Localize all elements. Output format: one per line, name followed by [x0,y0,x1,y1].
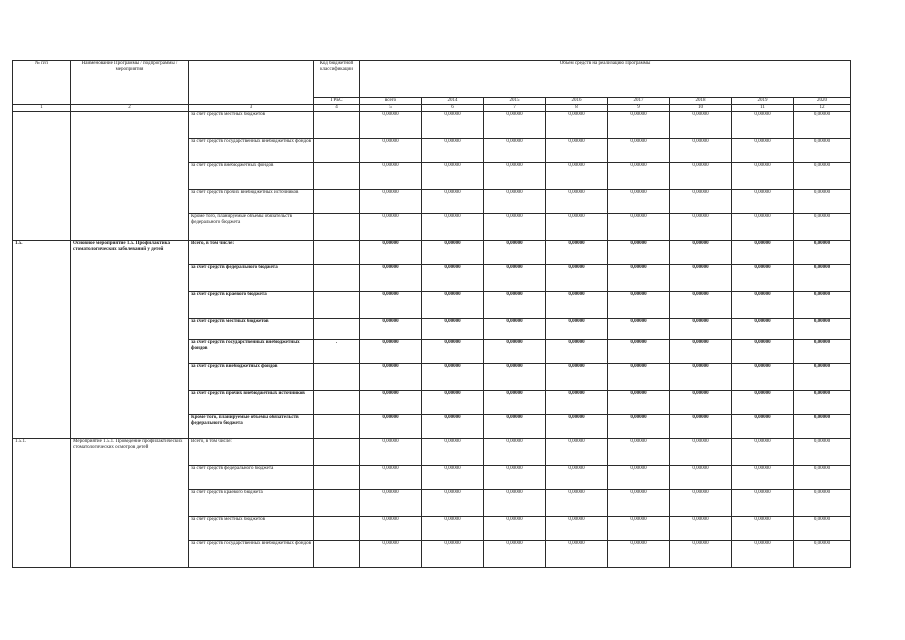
column-number: 3 [189,105,314,112]
column-number: 7 [484,105,546,112]
grbs-cell [314,112,360,139]
funding-source-label: за счет средств внебюджетных фондов [189,163,314,190]
year-value: 0,00000 [546,541,608,568]
year-value: 0,00000 [732,163,794,190]
header-num: № п/п [13,61,71,105]
funding-source-label: Всего, в том числе: [189,439,314,466]
column-number: 6 [422,105,484,112]
year-value: 0,00000 [732,391,794,415]
year-value: 0,00000 [484,466,546,490]
total-value: 0,00000 [360,391,422,415]
funding-source-label: Кроме того, планируемые объемы обязательств федерального бюджета [189,415,314,439]
grbs-cell [314,139,360,163]
header-year: 2017 [608,98,670,105]
year-value: 0,00000 [546,415,608,439]
year-value: 0,00000 [484,391,546,415]
column-number-row [13,105,851,112]
year-value: 0,00000 [608,112,670,139]
header-total: всего [360,98,422,105]
column-number: 9 [608,105,670,112]
funding-source-label: за счет средств внебюджетных фондов [189,364,314,391]
column-number: 12 [794,105,851,112]
year-value: 0,00000 [732,439,794,466]
year-value: 0,00000 [546,466,608,490]
grbs-cell [314,466,360,490]
year-value: 0,00000 [794,340,851,364]
year-value: 0,00000 [608,415,670,439]
year-value: 0,00000 [422,415,484,439]
total-value: 0,00000 [360,214,422,241]
header-code: Код бюджетной классификации [314,61,360,98]
year-value: 0,00000 [422,214,484,241]
year-value: 0,00000 [794,190,851,214]
grbs-cell [314,214,360,241]
year-value: 0,00000 [670,112,732,139]
year-value: 0,00000 [732,214,794,241]
total-value: 0,00000 [360,265,422,292]
funding-source-label: за счет средств краевого бюджета [189,490,314,517]
grbs-cell [314,265,360,292]
row-index [13,112,71,241]
grbs-cell [314,292,360,319]
year-value: 0,00000 [422,364,484,391]
year-value: 0,00000 [732,265,794,292]
year-value: 0,00000 [670,541,732,568]
year-value: 0,00000 [732,139,794,163]
funding-source-label: за счет средств местных бюджетов [189,319,314,340]
header-year: 2018 [670,98,732,105]
year-value: 0,00000 [732,364,794,391]
header-year: 2016 [546,98,608,105]
year-value: 0,00000 [794,517,851,541]
column-number: 5 [360,105,422,112]
year-value: 0,00000 [608,319,670,340]
total-value: 0,00000 [360,292,422,319]
year-value: 0,00000 [794,466,851,490]
grbs-cell [314,364,360,391]
year-value: 0,00000 [484,241,546,265]
grbs-cell [314,391,360,415]
total-value: 0,00000 [360,241,422,265]
year-value: 0,00000 [670,364,732,391]
total-value: 0,00000 [360,517,422,541]
year-value: 0,00000 [794,490,851,517]
year-value: 0,00000 [670,439,732,466]
funding-source-label: за счет средств государственных внебюджетных фондов [189,139,314,163]
year-value: 0,00000 [484,439,546,466]
funding-source-label: за счет средств государственных внебюджетных фондов [189,340,314,364]
row-name: Основное мероприятие 1.5. Профилактика стоматологических заболеваний у детей [71,241,189,439]
funding-source-label: за счет средств местных бюджетов [189,112,314,139]
year-value: 0,00000 [794,214,851,241]
year-value: 0,00000 [732,415,794,439]
year-value: 0,00000 [608,439,670,466]
year-value: 0,00000 [794,415,851,439]
header-year: 2014 [422,98,484,105]
year-value: 0,00000 [732,190,794,214]
total-value: 0,00000 [360,490,422,517]
year-value: 0,00000 [608,265,670,292]
total-value: 0,00000 [360,415,422,439]
year-value: 0,00000 [546,265,608,292]
total-value: 0,00000 [360,340,422,364]
year-value: 0,00000 [546,340,608,364]
year-value: 0,00000 [422,190,484,214]
year-value: 0,00000 [484,265,546,292]
year-value: 0,00000 [484,214,546,241]
total-value: 0,00000 [360,319,422,340]
year-value: 0,00000 [608,139,670,163]
row-index: 1.5. [13,241,71,439]
year-value: 0,00000 [670,190,732,214]
year-value: 0,00000 [484,163,546,190]
grbs-cell: . [314,340,360,364]
year-value: 0,00000 [670,490,732,517]
grbs-cell [314,163,360,190]
year-value: 0,00000 [422,466,484,490]
year-value: 0,00000 [794,139,851,163]
header-grbs: ГРБС [314,98,360,105]
year-value: 0,00000 [546,319,608,340]
year-value: 0,00000 [484,190,546,214]
year-value: 0,00000 [546,112,608,139]
year-value: 0,00000 [484,415,546,439]
year-value: 0,00000 [608,214,670,241]
row-name: Мероприятие 1.5.1. Проведение профилактических стоматологических осмотров детей [71,439,189,568]
year-value: 0,00000 [608,364,670,391]
total-value: 0,00000 [360,112,422,139]
year-value: 0,00000 [670,214,732,241]
year-value: 0,00000 [484,541,546,568]
year-value: 0,00000 [546,364,608,391]
year-value: 0,00000 [484,292,546,319]
grbs-cell [314,241,360,265]
year-value: 0,00000 [732,541,794,568]
year-value: 0,00000 [794,541,851,568]
year-value: 0,00000 [732,112,794,139]
year-value: 0,00000 [608,466,670,490]
funding-source-label: за счет средств федерального бюджета [189,466,314,490]
budget-table [12,60,851,568]
funding-source-label: за счет средств государственных внебюджетных фондов [189,541,314,568]
year-value: 0,00000 [422,163,484,190]
total-value: 0,00000 [360,139,422,163]
year-value: 0,00000 [732,466,794,490]
funding-source-label: Всего, в том числе: [189,241,314,265]
funding-source-label: за счет средств краевого бюджета [189,292,314,319]
total-value: 0,00000 [360,163,422,190]
column-number: 4 [314,105,360,112]
year-value: 0,00000 [422,517,484,541]
year-value: 0,00000 [794,265,851,292]
year-value: 0,00000 [732,340,794,364]
table-row [13,439,851,466]
year-value: 0,00000 [794,292,851,319]
year-value: 0,00000 [422,340,484,364]
grbs-cell [314,439,360,466]
year-value: 0,00000 [608,292,670,319]
year-value: 0,00000 [546,190,608,214]
year-value: 0,00000 [608,391,670,415]
year-value: 0,00000 [794,439,851,466]
year-value: 0,00000 [794,241,851,265]
year-value: 0,00000 [484,112,546,139]
year-value: 0,00000 [670,139,732,163]
year-value: 0,00000 [422,139,484,163]
year-value: 0,00000 [794,319,851,340]
year-value: 0,00000 [608,340,670,364]
year-value: 0,00000 [546,241,608,265]
funding-source-label: за счет средств прочих внебюджетных источников [189,190,314,214]
year-value: 0,00000 [422,292,484,319]
year-value: 0,00000 [608,541,670,568]
year-value: 0,00000 [546,439,608,466]
column-number: 8 [546,105,608,112]
grbs-cell [314,490,360,517]
row-name [71,112,189,241]
year-value: 0,00000 [670,319,732,340]
total-value: 0,00000 [360,466,422,490]
funding-source-label: за счет средств местных бюджетов [189,517,314,541]
year-value: 0,00000 [732,292,794,319]
header-name: Наименование Программы / подпрограммы / мероприятия [71,61,189,105]
header-year: 2015 [484,98,546,105]
total-value: 0,00000 [360,364,422,391]
column-number: 2 [71,105,189,112]
column-number: 10 [670,105,732,112]
table-row [13,241,851,265]
year-value: 0,00000 [546,214,608,241]
grbs-cell [314,415,360,439]
year-value: 0,00000 [670,517,732,541]
grbs-cell [314,541,360,568]
year-value: 0,00000 [484,340,546,364]
header-empty [189,61,314,105]
year-value: 0,00000 [546,139,608,163]
column-number: 1 [13,105,71,112]
year-value: 0,00000 [422,265,484,292]
year-value: 0,00000 [608,490,670,517]
year-value: 0,00000 [670,292,732,319]
year-value: 0,00000 [422,490,484,517]
year-value: 0,00000 [794,163,851,190]
header-volume: Объем средств на реализацию Программы [360,61,851,98]
year-value: 0,00000 [484,517,546,541]
year-value: 0,00000 [670,415,732,439]
year-value: 0,00000 [546,163,608,190]
year-value: 0,00000 [422,112,484,139]
year-value: 0,00000 [794,112,851,139]
year-value: 0,00000 [794,364,851,391]
year-value: 0,00000 [484,139,546,163]
year-value: 0,00000 [422,541,484,568]
year-value: 0,00000 [670,340,732,364]
grbs-cell [314,319,360,340]
column-number: 11 [732,105,794,112]
year-value: 0,00000 [794,391,851,415]
year-value: 0,00000 [670,265,732,292]
year-value: 0,00000 [422,319,484,340]
year-value: 0,00000 [546,292,608,319]
year-value: 0,00000 [608,190,670,214]
table-row [13,112,851,139]
year-value: 0,00000 [608,241,670,265]
year-value: 0,00000 [732,490,794,517]
total-value: 0,00000 [360,439,422,466]
total-value: 0,00000 [360,190,422,214]
total-value: 0,00000 [360,541,422,568]
year-value: 0,00000 [608,517,670,541]
year-value: 0,00000 [422,439,484,466]
header-year: 2020 [794,98,851,105]
year-value: 0,00000 [484,490,546,517]
row-index: 1.5.1. [13,439,71,568]
grbs-cell [314,190,360,214]
header-row [13,61,851,98]
funding-source-label: за счет средств прочих внебюджетных источников [189,391,314,415]
year-value: 0,00000 [546,490,608,517]
funding-source-label: Кроме того, планируемые объемы обязательств федерального бюджета [189,214,314,241]
year-value: 0,00000 [670,163,732,190]
header-year: 2019 [732,98,794,105]
year-value: 0,00000 [422,391,484,415]
year-value: 0,00000 [484,364,546,391]
funding-source-label: за счет средств федерального бюджета [189,265,314,292]
year-value: 0,00000 [732,517,794,541]
year-value: 0,00000 [608,163,670,190]
grbs-cell [314,517,360,541]
year-value: 0,00000 [422,241,484,265]
year-value: 0,00000 [546,517,608,541]
year-value: 0,00000 [732,241,794,265]
year-value: 0,00000 [670,241,732,265]
year-value: 0,00000 [484,319,546,340]
year-value: 0,00000 [670,391,732,415]
year-value: 0,00000 [732,319,794,340]
year-value: 0,00000 [670,466,732,490]
year-value: 0,00000 [546,391,608,415]
